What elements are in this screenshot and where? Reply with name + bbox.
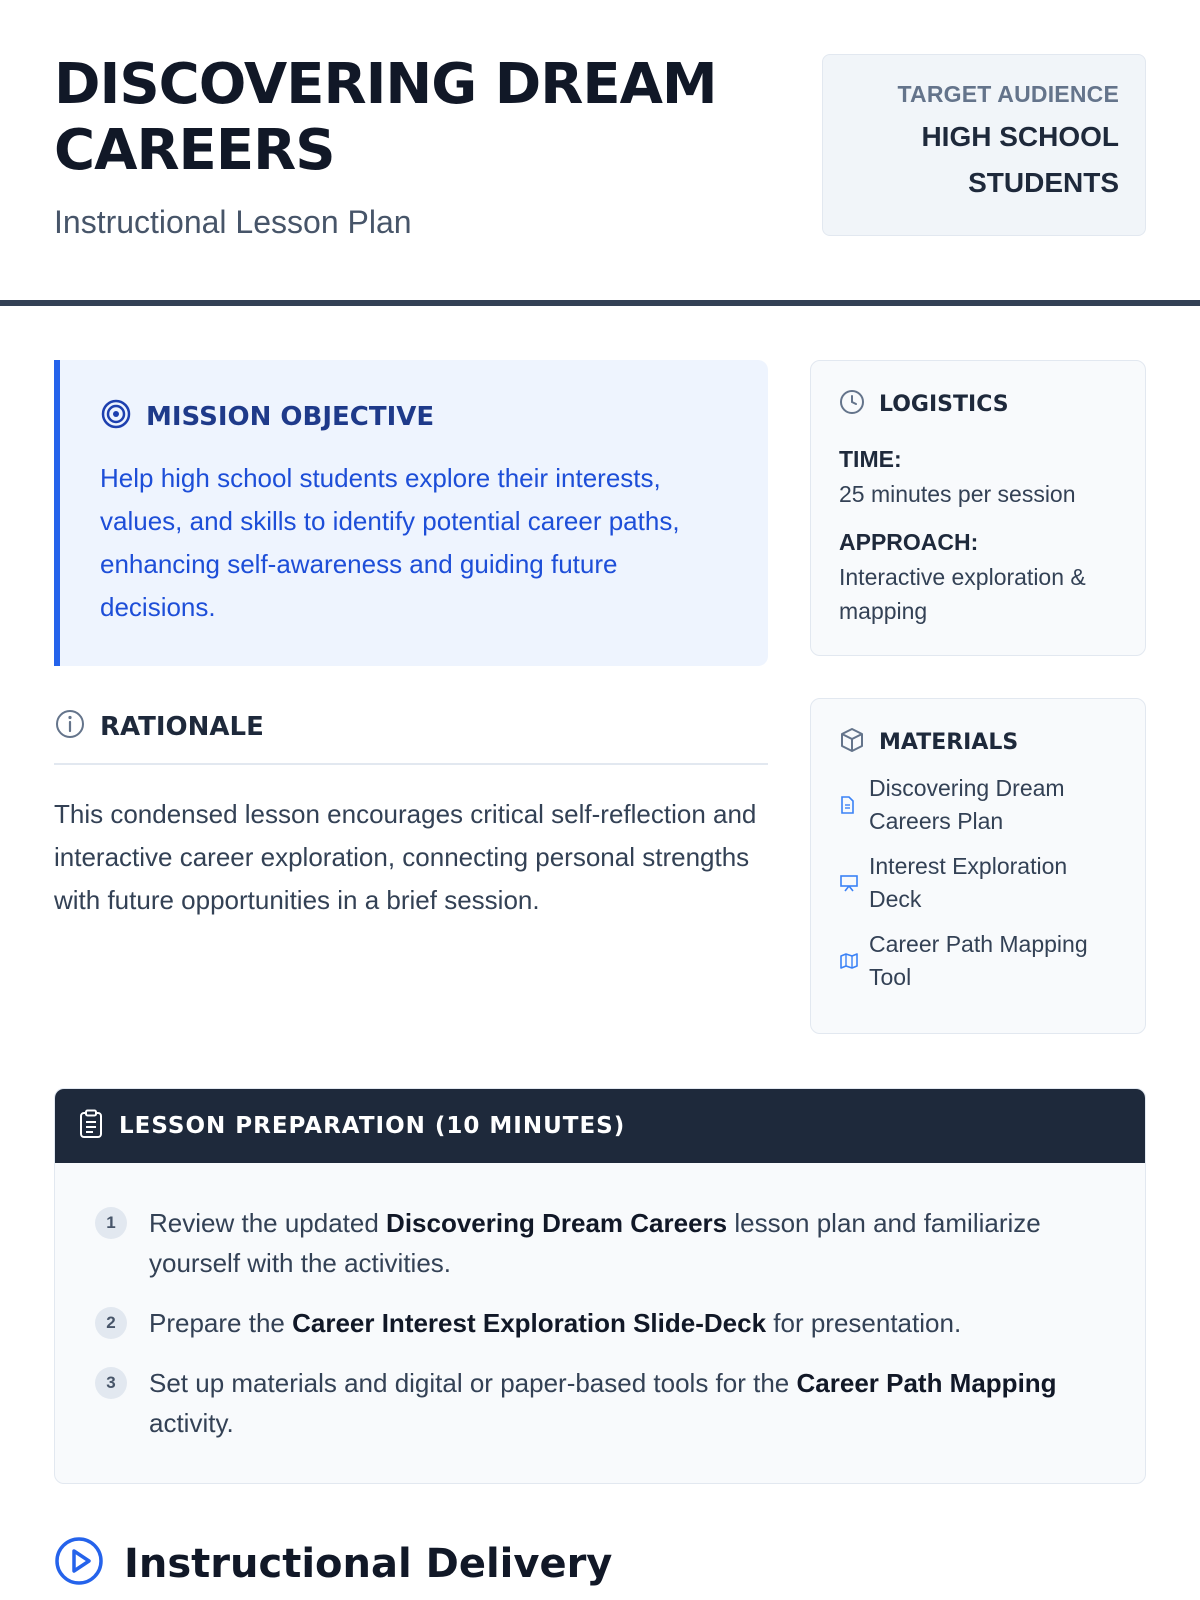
target-audience-label: TARGET AUDIENCE bbox=[897, 81, 1119, 107]
step-text: Review the updated Discovering Dream Careers lesson plan and familiarize yourself with the activities. bbox=[149, 1208, 1041, 1278]
material-label: Career Path Mapping Tool bbox=[869, 931, 1088, 990]
play-circle-icon bbox=[54, 1536, 104, 1591]
materials-card bbox=[810, 698, 1146, 1034]
list-item bbox=[839, 850, 1117, 916]
material-label: Discovering Dream Careers Plan bbox=[869, 775, 1065, 834]
list-item bbox=[839, 928, 1117, 994]
page-header bbox=[54, 52, 1146, 242]
lesson-preparation-heading: LESSON PREPARATION (10 MINUTES) bbox=[119, 1113, 626, 1139]
rationale-section bbox=[54, 708, 768, 922]
rationale-text: This condensed lesson encourages critical self-reflection and interactive career exploration, connecting personal strengths with future opportunities in a brief session. bbox=[54, 799, 757, 915]
instructional-delivery-heading: Instructional Delivery bbox=[124, 1540, 613, 1587]
preparation-steps bbox=[55, 1163, 1145, 1443]
lesson-preparation-header bbox=[55, 1089, 1145, 1163]
step-number: 1 bbox=[95, 1207, 127, 1239]
rationale-divider bbox=[54, 763, 768, 765]
time-label: TIME: bbox=[839, 446, 902, 472]
approach-label: APPROACH: bbox=[839, 529, 979, 555]
list-item bbox=[95, 1203, 1105, 1283]
mission-objective-panel bbox=[54, 360, 768, 666]
logistics-card bbox=[810, 360, 1146, 656]
target-audience-value: HIGH SCHOOL STUDENTS bbox=[921, 121, 1119, 198]
material-label: Interest Exploration Deck bbox=[869, 853, 1068, 912]
lesson-preparation-panel bbox=[54, 1088, 1146, 1484]
list-item bbox=[95, 1303, 1105, 1343]
materials-heading: MATERIALS bbox=[879, 730, 1019, 755]
logistics-heading: LOGISTICS bbox=[879, 392, 1009, 417]
clipboard-icon bbox=[77, 1109, 105, 1144]
header-divider bbox=[0, 300, 1200, 306]
page-title: DISCOVERING DREAM CAREERS bbox=[54, 52, 717, 183]
page-subtitle: Instructional Lesson Plan bbox=[54, 204, 412, 240]
presentation-icon bbox=[839, 874, 869, 892]
map-icon bbox=[839, 952, 869, 970]
approach-value: Interactive exploration & mapping bbox=[839, 564, 1086, 624]
instructional-delivery-heading-row bbox=[54, 1536, 612, 1591]
clock-icon bbox=[839, 389, 865, 420]
document-icon bbox=[839, 796, 869, 814]
mission-objective-heading: MISSION OBJECTIVE bbox=[146, 401, 435, 432]
step-number: 3 bbox=[95, 1367, 127, 1399]
mission-objective-text: Help high school students explore their interests, values, and skills to identify potential career paths, enhancing self-awareness and guiding future decisions. bbox=[100, 463, 680, 622]
step-number: 2 bbox=[95, 1307, 127, 1339]
rationale-heading: RATIONALE bbox=[100, 711, 264, 742]
package-icon bbox=[839, 727, 865, 758]
list-item bbox=[95, 1363, 1105, 1443]
target-icon bbox=[100, 398, 132, 435]
step-text: Set up materials and digital or paper-based tools for the Career Path Mapping activity. bbox=[149, 1368, 1057, 1438]
time-value: 25 minutes per session bbox=[839, 481, 1076, 507]
materials-list bbox=[839, 772, 1117, 994]
list-item bbox=[839, 772, 1117, 838]
target-audience-box bbox=[822, 54, 1146, 236]
info-icon bbox=[54, 708, 86, 745]
step-text: Prepare the Career Interest Exploration Slide-Deck for presentation. bbox=[149, 1308, 962, 1338]
